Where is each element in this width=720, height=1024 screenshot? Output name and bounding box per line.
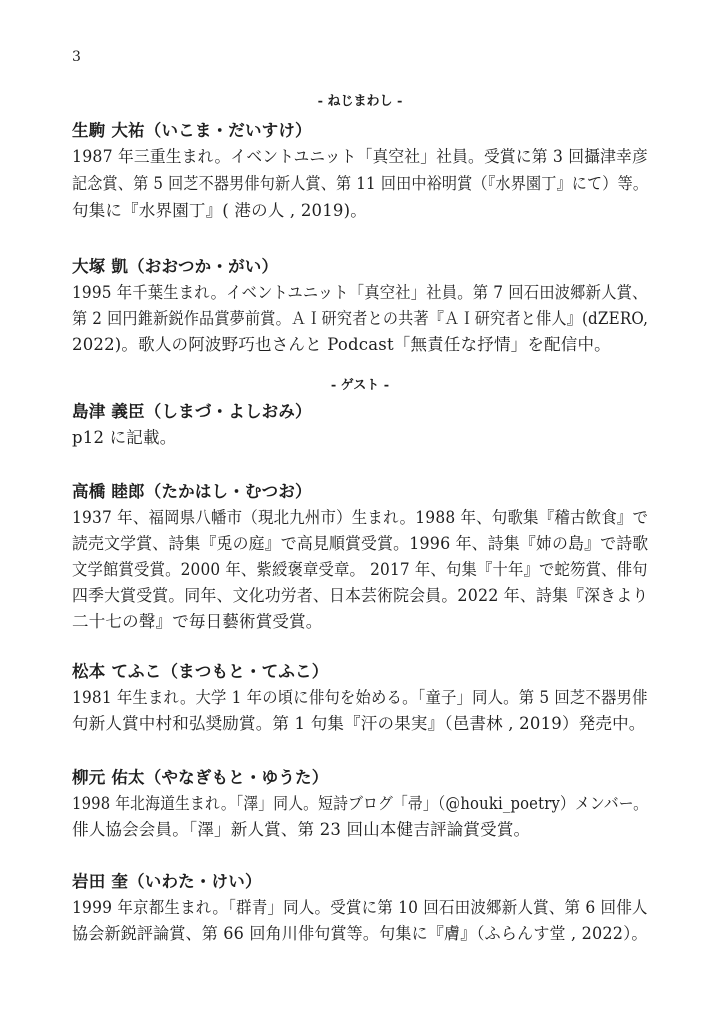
name-text: 島津 義臣 — [72, 402, 145, 421]
name-reading: （まつもと・てふこ） — [161, 662, 329, 681]
profile-name — [72, 766, 328, 790]
profile-name — [72, 480, 312, 504]
name-reading: （いわた・けい） — [128, 872, 262, 891]
profile-name — [72, 119, 312, 143]
profile-line: 二十七の聲』で毎日藝術賞受賞。 — [72, 612, 323, 631]
name-text: 岩田 奎 — [72, 872, 129, 891]
profile-line: 協会新鋭評論賞、第 66 回角川俳句賞等。句集に『膚』（ふらんす堂 , 2022）。 — [72, 924, 648, 943]
name-text: 生駒 大祐 — [72, 121, 145, 140]
profile-line: 第 2 回円錐新鋭作品賞夢前賞。ＡＩ研究者との共著『ＡＩ研究者と俳人』(dZERO, — [72, 309, 649, 328]
page-number: 3 — [72, 49, 81, 65]
name-reading: （たかはし・むつお） — [144, 482, 312, 501]
profile-line: 1998 年北海道生まれ。「澤」同人。短詩ブログ「帚」（@houki_poetry）メンバー。 — [72, 794, 649, 813]
profile-line: 四季大賞受賞。同年、文化功労者、日本芸術院会員。2022 年、詩集『深きより — [72, 586, 649, 605]
profile-line: 記念賞、第 5 回芝不器男俳句新人賞、第 11 回田中裕明賞（『水界園丁』にて）等。 — [72, 174, 649, 193]
name-reading: （おおつか・がい） — [128, 257, 279, 276]
profile-name — [72, 870, 262, 894]
profile-line: 俳人協会会員。「澤」新人賞、第 23 回山本健吉評論賞受賞。 — [72, 820, 531, 839]
section-title-guest: - ゲスト - — [330, 378, 390, 393]
profile-line: 1995 年千葉生まれ。イベントユニット「真空社」社員。第 7 回石田波郷新人賞、 — [72, 283, 648, 302]
profile-line: 1937 年、福岡県八幡市（現北九州市）生まれ。1988 年、句歌集『稽古飲食』で — [72, 508, 649, 527]
name-reading: （しまづ・よしおみ） — [144, 402, 312, 421]
profile-line: 2022)。歌人の阿波野巧也さんと Podcast「無責任な抒情」を配信中。 — [72, 335, 611, 354]
name-text: 大塚 凱 — [72, 257, 129, 276]
profile-name — [72, 400, 312, 424]
profile-line: 1981 年生まれ。大学 1 年の頃に俳句を始める。「童子」同人。第 5 回芝不器男俳 — [72, 688, 648, 707]
name-reading: （いこま・だいすけ） — [144, 121, 312, 140]
profile-line: 文学館賞受賞。2000 年、紫綬褒章受章。 2017 年、句集『十年』で蛇笏賞、俳句 — [72, 560, 648, 579]
section-title-nejimawashi: - ねじまわし - — [317, 94, 403, 109]
name-text: 高橋 睦郎 — [72, 482, 145, 501]
profile-name — [72, 255, 278, 279]
profile-line: 1987 年三重生まれ。イベントユニット「真空社」社員。受賞に第 3 回攝津幸彦 — [72, 147, 648, 166]
profile-line: 1999 年京都生まれ。「群青」同人。受賞に第 10 回石田波郷新人賞、第 6 回俳人 — [72, 898, 648, 917]
profile-name — [72, 660, 328, 684]
profile-line: p12 に記載。 — [72, 428, 177, 447]
name-text: 柳元 佑太 — [72, 768, 145, 787]
profile-line: 句新人賞中村和弘奨励賞。第 1 句集『汗の果実』（邑書林 , 2019）発売中。 — [72, 714, 646, 733]
profile-line: 句集に『水界園丁』( 港の人 , 2019)。 — [72, 201, 367, 220]
name-text: 松本 てふこ — [72, 662, 162, 681]
profile-line: 読売文学賞、詩集『兎の庭』で高見順賞受賞。1996 年、詩集『姉の島』で詩歌 — [72, 534, 649, 553]
name-reading: （やなぎもと・ゆうた） — [144, 768, 329, 787]
